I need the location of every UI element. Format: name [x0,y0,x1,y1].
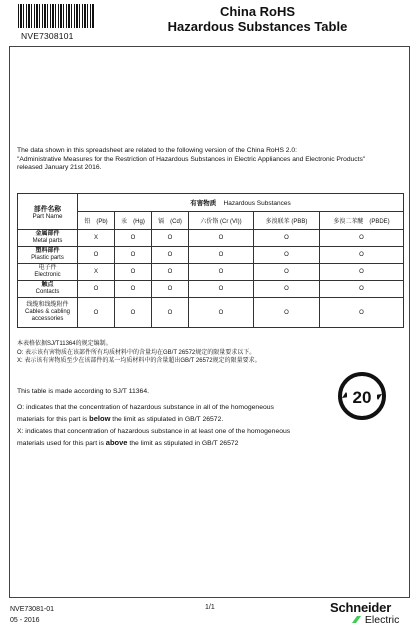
row-label: 电子件 Electronic [18,264,78,281]
made-according-note: This table is made according to SJ/T 11364. [17,388,149,395]
legend-x: X: indicates that concentration of hazardous substance in at least one of the homogeneous materials used for this part is above the limit as stipulated in GB/T 26572 [17,428,291,447]
cell: O [320,298,404,328]
doc-code: NVE7308101 [21,31,74,41]
cell: O [254,247,320,264]
cell: O [152,298,189,328]
col-pb: 铅 (Pb) [78,212,115,230]
epup-recycle-icon [338,372,386,420]
table-row [18,298,404,328]
cell: O [254,264,320,281]
footer-doc-ref: NVE73081-01 [10,606,54,613]
col-pbb: 多溴联苯 (PBB) [254,212,320,230]
cell: O [115,264,152,281]
cell: O [189,281,254,298]
row-label: 金属部件 Metal parts [18,230,78,247]
hazardous-substances-table [17,193,404,328]
cell: X [78,230,115,247]
intro-line-2: "Administrative Measures for the Restriction of Hazardous Substances in Electric Appliances and Electronic Products" [17,155,366,163]
title-line-1: China RoHS [219,4,296,19]
page-number: 1/1 [205,604,215,611]
footer-date: 05 - 2016 [10,617,40,624]
cell: O [320,264,404,281]
notes-chinese [17,340,337,366]
cell: O [115,298,152,328]
cell: O [320,247,404,264]
substances-group-header [78,194,404,212]
schneider-logo [330,601,416,626]
note-cn-1: 本表格依据SJ/T11364的规定编制。 [17,341,112,347]
brand-mark-icon [351,615,362,624]
cell: O [78,281,115,298]
cell: O [115,247,152,264]
col-cd: 镉 (Cd) [152,212,189,230]
part-name-header [18,194,78,230]
brand-line-1: Schneider [330,600,392,615]
table-row [18,230,404,247]
cell: O [152,281,189,298]
cell: O [115,230,152,247]
brand-line-2: Electric [330,615,416,626]
note-cn-2: O: 表示该有害物质在该部件所有均质材料中的含量均在GB/T 26572规定的限量要求以下。 [17,349,256,356]
page-title [95,4,420,34]
note-cn-3: X: 表示该有害物质至少在该部件的某一均质材料中的含量超出GB/T 26572规定的限量要求。 [17,358,261,364]
cell: O [189,230,254,247]
cell: O [152,230,189,247]
intro-line-1: The data shown in this spreadsheet are related to the following version of the China RoHS 2.0: [17,147,297,154]
intro-line-3: released January 21st 2016. [17,164,102,171]
cell: O [189,247,254,264]
row-label: 触点 Contacts [18,281,78,298]
part-name-header-cn: 部件名称 [33,206,62,213]
col-pbde: 多溴二苯醚 (PBDE) [320,212,404,230]
footer-left [10,604,54,626]
substances-group-header-cn: 有害物质 [190,200,217,207]
title-line-2: Hazardous Substances Table [167,19,348,34]
legend-o: O: indicates that the concentration of hazardous substance in all of the homogeneous materials for this part is below the limit as stipulated in GB/T 26572. [17,404,274,423]
table-row [18,281,404,298]
row-label: 线缆和线缆附件 Cables & cabling accessories [18,298,78,328]
cell: O [152,247,189,264]
intro-text [17,147,409,173]
cell: O [320,281,404,298]
cell: O [254,230,320,247]
cell: O [254,281,320,298]
col-cr6: 六价铬 (Cr (VI)) [189,212,254,230]
cell: O [189,264,254,281]
cell: O [78,298,115,328]
cell: O [254,298,320,328]
table-row [18,247,404,264]
cell: O [115,281,152,298]
cell: O [320,230,404,247]
substances-group-header-en: Hazardous Substances [223,200,291,207]
cell: X [78,264,115,281]
cell: O [78,247,115,264]
barcode [18,4,94,28]
cell: O [152,264,189,281]
row-label: 塑料部件 Plastic parts [18,247,78,264]
col-hg: 汞 (Hg) [115,212,152,230]
cell: O [189,298,254,328]
table-row [18,264,404,281]
part-name-header-en: Part Name [32,213,63,220]
epup-years: 20 [352,388,372,407]
